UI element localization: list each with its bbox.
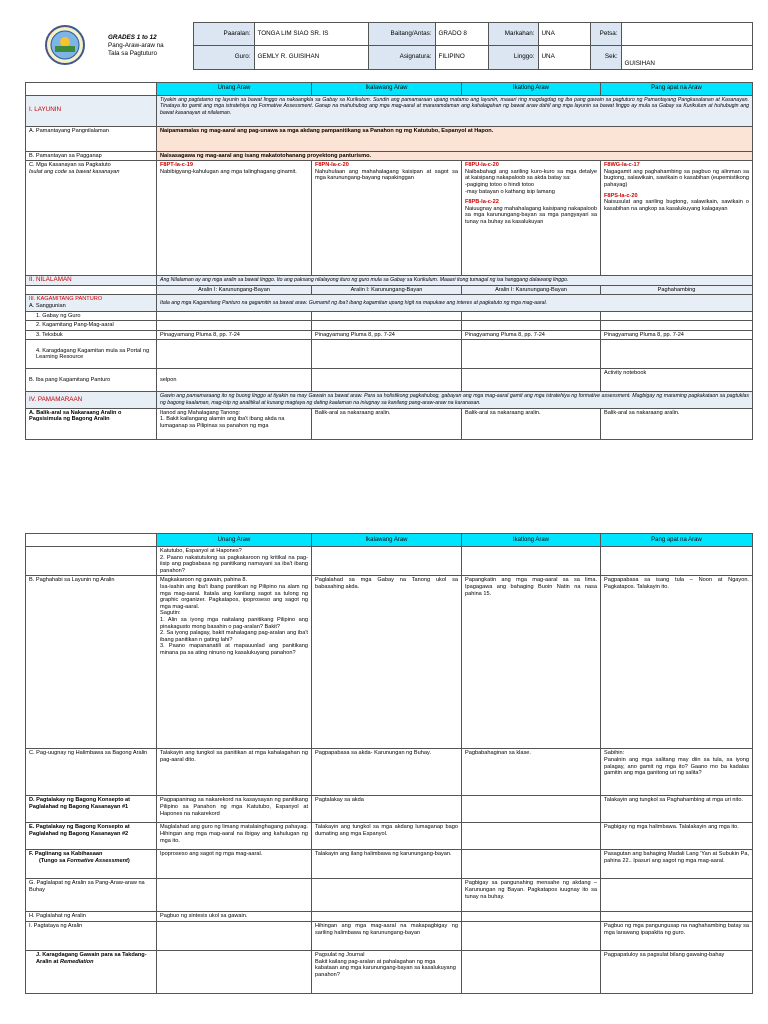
baitang-value: GRADO 8 bbox=[435, 23, 488, 46]
kasanayan-day4-text: Nagagamit ang paghahambing sa pagbuo ng alinman sa bugtong, salawikain, sawikain o kasabihan (eupemistikong pahayag) bbox=[604, 168, 749, 188]
lr-d2 bbox=[312, 340, 462, 369]
linggo-value: UNA bbox=[538, 46, 590, 69]
pag-uugnay-label: C. Pag-uugnay ng Halimbawa sa Bagong Aralin bbox=[26, 749, 157, 796]
title-line-3: Tala sa Pagtuturo bbox=[108, 49, 158, 57]
lr-d3 bbox=[462, 340, 601, 369]
kagamitan-text: Itala ang mga Kagamitang Panturo na gagamitin sa bawat araw. Gumamit ng iba't ibang kagamitan upang higit na mapukaw ang interes at pagkatuto ng mga mag-aaral. bbox=[157, 295, 753, 311]
pagtalakay1-row bbox=[26, 796, 753, 823]
seal-icon bbox=[40, 24, 90, 66]
karagdagang-d4: Pagpapatuloy sa pagsulat bilang gawaing-bahay bbox=[601, 950, 753, 993]
petsa-value bbox=[621, 23, 752, 46]
pamamaraan-text: Gawin ang pamamaraang ito ng buong linggo at tiyakin na may Gawain sa bawat araw. Para sa holistikong pagkahubog, gabayan ang mga mag-aaral gamit ang mga istratehiya ng formative assessment. Magbigay ng maraming pagkakataon sa pagtuklas ng bagong kaalaman, mag-isip ng analitikal at kusang magtaya ng dating kaalaman na iniugnay sa kanilang pang-araw-araw na karanasan. bbox=[157, 392, 753, 408]
lesson-plan-page-2 bbox=[25, 533, 752, 994]
balik-aral-d2: Balik-aral sa nakaraang aralin. bbox=[312, 408, 462, 439]
teksbuk-label: 3. Teksbuk bbox=[26, 330, 157, 340]
day-header-1: Unang Araw bbox=[157, 82, 312, 95]
kasanayan-label: C. Mga Kasanayan sa Pagkatuto bbox=[29, 162, 111, 169]
paaralan-label: Paaralan: bbox=[193, 23, 254, 46]
kabihasaan-row bbox=[26, 850, 753, 879]
pagtalakay2-d3 bbox=[462, 823, 601, 850]
pagtataya-d2: Hihingan ang mga mag-aaral na makapagbigay ng sariling halimbawa ng karunungang-bayan bbox=[312, 921, 462, 950]
pag-uugnay-d1: Talakayin ang tungkol sa panitikan at mga kahalagahan ng pag-aaral dito. bbox=[157, 749, 312, 796]
pagtalakay2-d1: Maglalahad ang guro ng limang matalainghagang pahayag. Hihingan ang mga mag-aaral na ibigay ang kahulugan ng mga ito. bbox=[157, 823, 312, 850]
day-header-2-3: Ikatlong Araw bbox=[462, 534, 601, 547]
baitang-label: Baitang/Antas: bbox=[368, 23, 435, 46]
kabihasaan-sublabel-em: Formative Assessment bbox=[66, 857, 128, 864]
kasanayan-row bbox=[26, 161, 753, 276]
day-header-4: Pang apat na Araw bbox=[601, 82, 753, 95]
kabihasaan-sublabel bbox=[29, 858, 153, 865]
nilalaman-label: II. NILALAMAN bbox=[26, 276, 157, 286]
kasanayan-day3-code-2: F8PB-Ia-c-22 bbox=[465, 199, 499, 206]
pagtataya-d4: Pagbuo ng mga pangungusap na naghahambing batay sa mga larawang ipapakita ng guro. bbox=[601, 921, 753, 950]
pagganap-row bbox=[26, 151, 753, 161]
pangnilalaman-text: Naipamamalas ng mag-aaral ang pag-unawa sa mga akdang pampanitikang sa Panahon ng mg Katutubo, Espanyol at Hapon. bbox=[157, 126, 753, 151]
lesson-table-page-2 bbox=[25, 533, 753, 994]
paglalahat-d4 bbox=[601, 912, 753, 922]
sek-label: Sek: bbox=[590, 46, 621, 69]
pagtalakay2-d2: Talakayin ang tungkol sa mga akdang lumaganap bago dumating ang mga Espanyol. bbox=[312, 823, 462, 850]
pagtataya-row bbox=[26, 921, 753, 950]
kagamitan-row bbox=[26, 295, 753, 311]
kagamitang-d2 bbox=[312, 321, 462, 331]
teksbuk-d4: Pinagyamang Pluma 8, pp. 7-24 bbox=[601, 330, 753, 340]
paghahabi-d2: Paglalahad sa mga Gabay na Tanong ukol sa babasahing akda. bbox=[312, 576, 462, 749]
balik-aral-d3: Balik-aral sa nakaraang aralin. bbox=[462, 408, 601, 439]
aralin-label-blank bbox=[26, 285, 157, 295]
kagamitang-d3 bbox=[462, 321, 601, 331]
kabihasaan-d3 bbox=[462, 850, 601, 879]
karagdagang-row bbox=[26, 950, 753, 993]
pagtalakay2-label: E. Pagtalakay ng Bagong Konsepto at Paglalahad ng Bagong Kasanayan #2 bbox=[26, 823, 157, 850]
continuation-label bbox=[26, 547, 157, 576]
kasanayan-day2 bbox=[312, 161, 462, 276]
paglalapat-d1 bbox=[157, 879, 312, 912]
kasanayan-label-cell bbox=[26, 161, 157, 276]
day-header-blank bbox=[26, 82, 157, 95]
pag-uugnay-d2: Pagpapabasa sa akda- Karunungan ng Buhay. bbox=[312, 749, 462, 796]
kabihasaan-d1: Ipoproseso ang sagot ng mga mag-aaral. bbox=[157, 850, 312, 879]
continuation-row bbox=[26, 547, 753, 576]
karagdagang-label-cell bbox=[26, 950, 157, 993]
aralin-row bbox=[26, 285, 753, 295]
kasanayan-day1 bbox=[157, 161, 312, 276]
paaralan-value: TONGA LIM SIAO SR. IS bbox=[254, 23, 368, 46]
kagamitang-d1 bbox=[157, 321, 312, 331]
gabay-d3 bbox=[462, 311, 601, 321]
markahan-value: UNA bbox=[538, 23, 590, 46]
iba-pang-row bbox=[26, 369, 753, 392]
kabihasaan-d2: Talakayin ang ilang halimbawa ng karunungang-bayan. bbox=[312, 850, 462, 879]
sanggunian-label: A. Sanggunian bbox=[29, 302, 66, 309]
day-header-2-1: Unang Araw bbox=[157, 534, 312, 547]
karagdagang-label: J. Karagdagang Gawain para sa Takdang-Aralin at bbox=[36, 951, 147, 965]
pag-uugnay-d3: Pagbabahaginan sa klase. bbox=[462, 749, 601, 796]
day-header-2: Ikalawang Araw bbox=[312, 82, 462, 95]
paglalahat-label: H. Paglalahat ng Aralin bbox=[26, 912, 157, 922]
lr-d1 bbox=[157, 340, 312, 369]
kabihasaan-label-cell bbox=[26, 850, 157, 879]
pagtalakay1-label: D. Pagtalakay ng Bagong Konsepto at Paglalahad ng Bagong Kasanayan #1 bbox=[26, 796, 157, 823]
petsa-label: Petsa: bbox=[590, 23, 621, 46]
day-header-row bbox=[26, 82, 753, 95]
gabay-d1 bbox=[157, 311, 312, 321]
kasanayan-day4 bbox=[601, 161, 753, 276]
kasanayan-day4-code-2: F8PS-Ia-c-20 bbox=[604, 192, 638, 199]
header-table bbox=[25, 22, 753, 70]
pamamaraan-label: IV. PAMAMARAAN bbox=[26, 392, 157, 408]
karagdagang-d1 bbox=[157, 950, 312, 993]
kabihasaan-d4: Pasagutan ang bahaging Madali Lang 'Yan at Subukin Pa, pahina 22.. Ipasuri ang sagot ng mga mag-aaral. bbox=[601, 850, 753, 879]
gabay-label: 1. Gabay ng Guro bbox=[26, 311, 157, 321]
paghahabi-d3: Papangkatin ang mga mag-aaral sa sa lima. Ipagagawa ang bahaging Buoin Natin na nasa pahina 15. bbox=[462, 576, 601, 749]
paghahabi-d1: Magkakaroon ng gawain, pahina 8. Isa-isahin ang iba't ibang panitikan ng Pilipino na alam ng mga mag-aaral. Itatala ang kanilang sagot sa tulong ng graphic organizer. Pagkatapos, ipoproseso ang sagot ng mga mag-aaral. Sagutin: 1. Alin sa iyong mga naitalang panitikang Pilipino ang pinakagusto mong basahin o pag-aralan? Bakit? 2. Sa iyong palagay, bakit mahalagang pag-aralan ang iba't ibang panitikan n gating lahi? 3. Paano mapananatili at mapauunlad ang panitikang minana pa sa ating ninuno ng kasalukuyang panahon? bbox=[157, 576, 312, 749]
lr-portal-label: 4. Karagdagang Kagamitan mula sa Portal ng Learning Resource bbox=[26, 340, 157, 369]
iba-pang-d4: Activity notebook bbox=[601, 369, 753, 392]
kasanayan-day3-text-4: Naiuugnay ang mahahalagang kaisipang nakapaloob sa mga karunungang-bayan sa mga pangyayari sa tunay na buhay sa kasalukuyan bbox=[465, 205, 597, 225]
linggo-label: Linggo: bbox=[488, 46, 538, 69]
pag-uugnay-row bbox=[26, 749, 753, 796]
pagtalakay2-d4: Pagbigay ng mga halimbawa. Talalakayin ang mga ito. bbox=[601, 823, 753, 850]
pamamaraan-row bbox=[26, 392, 753, 408]
sek-value: GUISIHAN bbox=[621, 46, 752, 69]
lr-d4 bbox=[601, 340, 753, 369]
kasanayan-day1-code: F8PT-Ia-c-19 bbox=[160, 162, 193, 169]
pangnilalaman-row bbox=[26, 126, 753, 151]
iba-pang-d3 bbox=[462, 369, 601, 392]
pagtalakay2-row bbox=[26, 823, 753, 850]
kagamitang-mag-aaral-label: 2. Kagamitang Pang-Mag-aaral bbox=[26, 321, 157, 331]
kasanayan-day4-text-2: Naisusulat ang sariling bugtong, salawikain, sawikain o kasabihan na angkop sa kasalukuyang kalagayan bbox=[604, 199, 749, 212]
aralin-day3: Aralin I: Karunungang-Bayan bbox=[462, 285, 601, 295]
pagtataya-label: I. Pagtataya ng Aralin bbox=[26, 921, 157, 950]
balik-aral-d1 bbox=[157, 408, 312, 439]
day-header-row-2 bbox=[26, 534, 753, 547]
kagamitan-label: III. KAGAMITANG PANTURO bbox=[29, 296, 103, 303]
layunin-text: Tiyakin ang pagtatamo ng layunin sa bawat linggo na nakaangkla sa Gabay sa Kurikulum. Sundin ang pamamaraan upang matamo ang layunin, maaari ring magdagdag ng iba pang gawain sa pagtuturo ng Pamantayang Pangkasalanan at Kasanayan. Tinataya ito gamit ang mga istratehiya ng Formative Assessment. Ganap na mahuhubog ang mga mag-aaral at mararamdaman ang kahalagahan ng bawat araw dahil ang mga layunin sa bawat linggo ay mula sa Gabay sa Kurikulum at huhubugin ang bawat kasanayan at nilalaman. bbox=[157, 95, 753, 126]
paglalapat-d3: Pagbigay sa pangunahing mensahe ng akdang – Karunungan ng Bayan. Pagkatapos iuugnay ito sa tunay na buhay. bbox=[462, 879, 601, 912]
teksbuk-row bbox=[26, 330, 753, 340]
lesson-plan-page-1 bbox=[25, 22, 752, 440]
kabihasaan-sublabel-post: ) bbox=[127, 857, 130, 864]
kasanayan-day3 bbox=[462, 161, 601, 276]
gabay-d4 bbox=[601, 311, 753, 321]
pagtataya-d1 bbox=[157, 921, 312, 950]
kasanayan-day2-text: Nahuhulaan ang mahahalagang kaisipan at sagot sa mga karunungang-bayang napakinggan bbox=[315, 168, 458, 182]
pagtalakay1-d3 bbox=[462, 796, 601, 823]
balik-aral-d1-line2: 1. Bakit kailangang alamin ang iba't ibang akda na lumaganap sa Pilipinas sa panahon ng mga bbox=[160, 416, 285, 429]
asignatura-label: Asignatura: bbox=[368, 46, 435, 69]
kasanayan-day3-code: F8PU-Ia-c-20 bbox=[465, 162, 499, 169]
layunin-label: I. LAYUNIN bbox=[26, 95, 157, 126]
day-header-3: Ikatlong Araw bbox=[462, 82, 601, 95]
day-header-2-2: Ikalawang Araw bbox=[312, 534, 462, 547]
kasanayan-day4-code: F8WG-Ia-c-17 bbox=[604, 162, 640, 169]
kasanayan-day2-code: F8PN-Ia-c-20 bbox=[315, 162, 349, 169]
nilalaman-row bbox=[26, 276, 753, 286]
nilalaman-text: Ang Nilalaman ay ang mga aralin sa bawat linggo. Ito ang paksang nilalayong ituro ng guro mula sa Gabay sa Kurikulum. Maaari itong tumagal ng isa hanggang dalawang linggo. bbox=[157, 276, 753, 286]
day-header-2-4: Pang apat na Araw bbox=[601, 534, 753, 547]
paglalapat-label: G. Paglalapat ng Aralin sa Pang-Araw-araw na Buhay bbox=[26, 879, 157, 912]
paglalahat-row bbox=[26, 912, 753, 922]
continuation-d2 bbox=[312, 547, 462, 576]
balik-aral-d1-line1: Itanod ang Mahalagang Tanong: bbox=[160, 409, 241, 416]
continuation-d4 bbox=[601, 547, 753, 576]
paghahabi-d4: Pagpapabasa sa isang tula – Noon at Ngayon. Pagkatapos. Talakayin ito. bbox=[601, 576, 753, 749]
aralin-day1: Aralin I: Karunungang-Bayan bbox=[157, 285, 312, 295]
balik-aral-d4: Balik-aral sa nakaraang aralin. bbox=[601, 408, 753, 439]
paglalapat-d2 bbox=[312, 879, 462, 912]
grades-label: GRADES 1 to 12 bbox=[108, 33, 157, 41]
asignatura-value: FILIPINO bbox=[435, 46, 488, 69]
paglalahat-d2 bbox=[312, 912, 462, 922]
gabay-d2 bbox=[312, 311, 462, 321]
guro-label: Guro: bbox=[193, 46, 254, 69]
document-title bbox=[105, 23, 193, 70]
pagtalakay1-d2: Pagtalakay sa akda bbox=[312, 796, 462, 823]
lr-portal-row bbox=[26, 340, 753, 369]
pagtataya-d3 bbox=[462, 921, 601, 950]
balik-aral-label: A. Balik-aral sa Nakaraang Aralin o Pagsisimula ng Bagong Aralin bbox=[26, 408, 157, 439]
kagamitang-d4 bbox=[601, 321, 753, 331]
layunin-row bbox=[26, 95, 753, 126]
lesson-table-page-1 bbox=[25, 82, 753, 440]
paglalahat-d1: Pagbuo ng sintesis ukol sa gawain. bbox=[157, 912, 312, 922]
paghahabi-row bbox=[26, 576, 753, 749]
paghahabi-label: B. Paghahabi sa Layunin ng Aralin bbox=[26, 576, 157, 749]
kasanayan-day1-text: Nabibigyang-kahulugan ang mga talinghagang ginamit. bbox=[160, 168, 297, 175]
karagdagang-d3 bbox=[462, 950, 601, 993]
paglalapat-d4 bbox=[601, 879, 753, 912]
day-header-blank-2 bbox=[26, 534, 157, 547]
kasanayan-day3-text-1: Naibabahagi ang sariling kuro-kuro sa mga detalye at kaisipang nakapaloob sa akda batay sa: bbox=[465, 168, 597, 182]
pagtalakay1-d1: Pagpapaninag sa nakarekord na kasaysayan ng panitikang Pilipino sa Panahon ng mga Katutubo, Espanyol at Hapones na nakarekord bbox=[157, 796, 312, 823]
pag-uugnay-d4: Sabihin: Panalnin ang mga salitang may diin sa tula, sa iyong palagay, ano gamit ng mga ito? Gaano mo ba kadalas gamitin ang mga ganitong uri ng salita? bbox=[601, 749, 753, 796]
kasanayan-day3-text-3: -may batayan o kathang isip lamang bbox=[465, 188, 555, 195]
kagamitang-mag-aaral-row bbox=[26, 321, 753, 331]
kabihasaan-sublabel-pre: (Tungo sa bbox=[39, 857, 67, 864]
kagamitan-label-cell bbox=[26, 295, 157, 311]
pagtalakay1-d4: Talakayin ang tungkol sa Paghahambing at mga uri nito. bbox=[601, 796, 753, 823]
paglalahat-d3 bbox=[462, 912, 601, 922]
karagdagang-label-em: Remediation bbox=[59, 958, 94, 965]
guro-value: GEMLY R. GUISIHAN bbox=[254, 46, 368, 69]
teksbuk-d3: Pinagyamang Pluma 8, pp. 7-24 bbox=[462, 330, 601, 340]
aralin-day2: Aralin I: Karunungang-Bayan bbox=[312, 285, 462, 295]
iba-pang-d2 bbox=[312, 369, 462, 392]
paglalapat-row bbox=[26, 879, 753, 912]
pagganap-label: B. Pamantayan sa Pagganap bbox=[26, 151, 157, 161]
kabihasaan-label: F. Paglinang sa Kabihasaan bbox=[29, 851, 103, 858]
teksbuk-d1: Pinagyamang Pluma 8, pp. 7-24 bbox=[157, 330, 312, 340]
teksbuk-d2: Pinagyamang Pluma 8, pp. 7-24 bbox=[312, 330, 462, 340]
pagganap-text: Naisasagawa ng mag-aaral ang isang makatotohanang proyektong panturismo. bbox=[157, 151, 753, 161]
kasanayan-day3-text-2: -pagiging totoo o hindi totoo bbox=[465, 181, 535, 188]
aralin-day4: Paghahambing bbox=[601, 285, 753, 295]
markahan-label: Markahan: bbox=[488, 23, 538, 46]
continuation-d3 bbox=[462, 547, 601, 576]
balik-aral-row bbox=[26, 408, 753, 439]
karagdagang-d2: Pagsulat ng Journal Bakit kailang pag-aralan at pahalagahan ng mga kabataan ang mga karunungang-bayan sa kasalukuyang panahon? bbox=[312, 950, 462, 993]
kasanayan-sublabel: Isulat ang code sa bawat kasanayan bbox=[29, 168, 120, 175]
iba-pang-label: B. Iba pang Kagamitang Panturo bbox=[26, 369, 157, 392]
deped-seal-logo bbox=[25, 23, 105, 70]
title-line-2: Pang-Araw-araw na bbox=[108, 41, 164, 49]
pangnilalaman-label: A. Pamantayang Pangnilalaman bbox=[26, 126, 157, 151]
continuation-d1: Katutubo, Espanyol at Hapones? 2. Paano nakatutulong sa pagkakaroon ng kritikal na pag-iisip ang pagbabasa ng panitikang namayani sa iba't ibang panahon? bbox=[157, 547, 312, 576]
iba-pang-d1: selpon bbox=[157, 369, 312, 392]
gabay-row bbox=[26, 311, 753, 321]
